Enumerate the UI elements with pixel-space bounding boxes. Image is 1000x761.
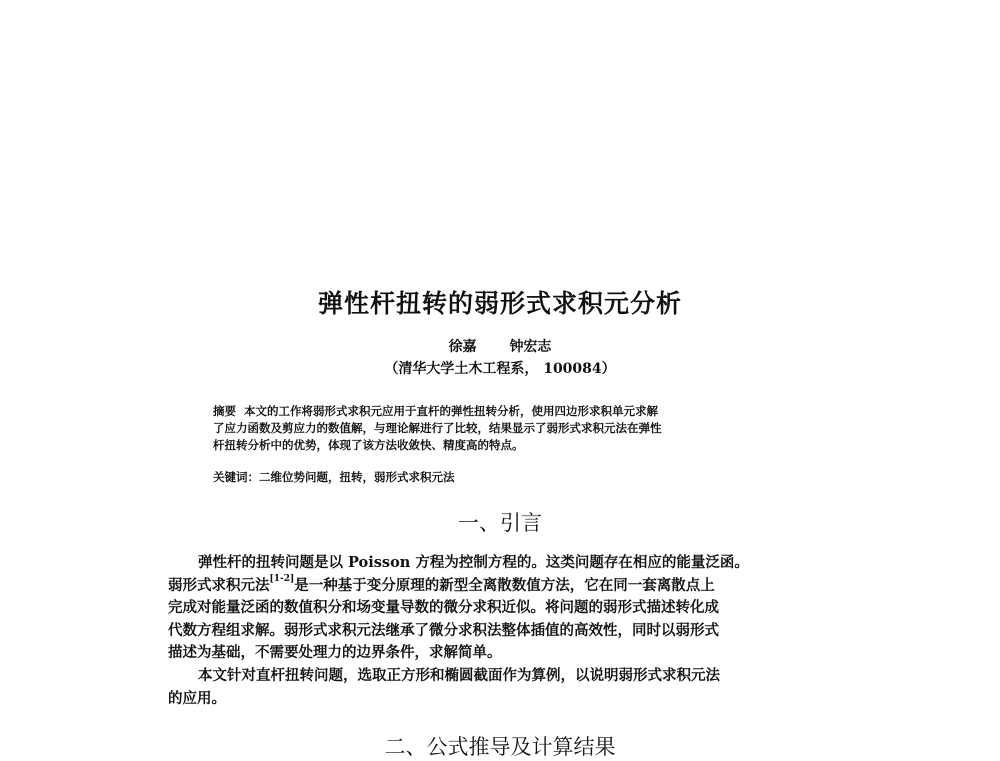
paragraph-line: 描述为基础，不需要处理力的边界条件，求解简单。 <box>168 644 502 662</box>
authors <box>0 336 1000 356</box>
introduction-body <box>168 552 812 710</box>
author-name: 钟宏志 <box>509 339 552 355</box>
section-heading-derivation: 二、公式推导及计算结果 <box>384 735 616 759</box>
abstract-line: 摘要 本文的工作将弱形式求积元应用于直杆的弹性扭转分析，使用四边形求积单元求解 <box>213 404 658 418</box>
paragraph-line: 完成对能量泛函的数值积分和场变量导数的微分求积近似。将问题的弱形式描述转化成 <box>168 599 719 617</box>
section-heading-introduction: 一、引言 <box>458 511 542 535</box>
affiliation: （清华大学土木工程系， 100084） <box>384 361 616 377</box>
abstract-line: 了应力函数及剪应力的数值解，与理论解进行了比较，结果显示了弱形式求积元法在弹性 <box>213 421 662 435</box>
keywords: 关键词：二维位势问题，扭转，弱形式求积元法 <box>213 470 455 484</box>
paragraph-line: 本文针对直杆扭转问题，选取正方形和椭圆截面作为算例，以说明弱形式求积元法 <box>198 666 720 684</box>
paragraph-line: 的应用。 <box>168 689 226 707</box>
paragraph-line: 弱形式求积元法[1-2]是一种基于变分原理的新型全离散数值方法，它在同一套离散点上 <box>168 573 715 594</box>
paper-title: 弹性杆扭转的弱形式求积元分析 <box>317 289 682 318</box>
paragraph-line: 代数方程组求解。弱形式求积元法继承了微分求积法整体插值的高效性，同时以弱形式 <box>168 621 719 639</box>
paragraph-line: 弹性杆的扭转问题是以 Poisson 方程为控制方程的。这类问题存在相应的能量泛函。 <box>198 554 749 571</box>
abstract <box>213 403 788 454</box>
citation: [1-2] <box>269 573 295 584</box>
abstract-label: 摘要 <box>213 404 236 418</box>
abstract-line: 杆扭转分析中的优势，体现了该方法收敛快、精度高的特点。 <box>213 438 524 452</box>
author-name: 徐嘉 <box>448 339 477 355</box>
